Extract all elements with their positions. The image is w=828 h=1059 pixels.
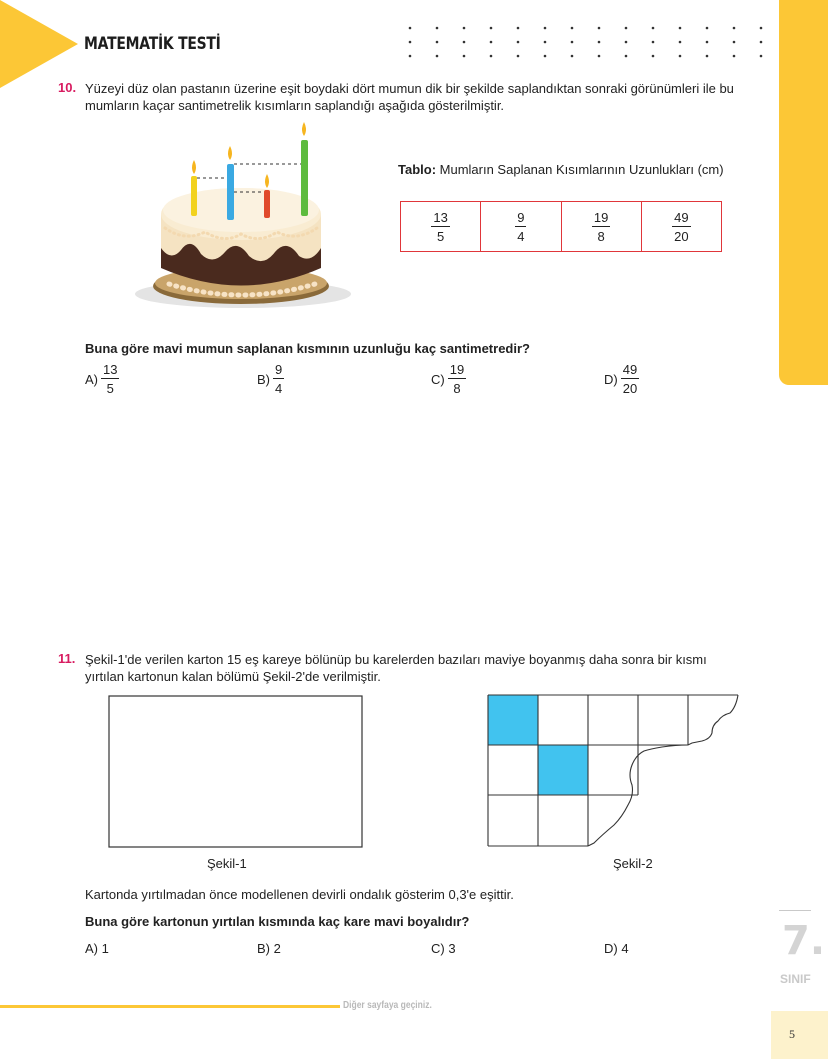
question-11-statement: Kartonda yırtılmadan önce modellenen devirli ondalık gösterim 0,3'e eşittir. (85, 887, 514, 902)
page-number: 5 (789, 1027, 795, 1041)
question-11-text-line1: Şekil-1'de verilen karton 15 eş kareye bölünüp bu karelerden bazıları maviye boyanmış daha sonra bir kısmı (85, 652, 707, 667)
option-c[interactable]: C) 3 (431, 941, 456, 956)
question-10-prompt: Buna göre mavi mumun saplanan kısmının uzunluğu kaç santimetredir? (85, 341, 530, 356)
option-label: B) (257, 371, 270, 387)
table-cell (642, 202, 721, 251)
table-title (398, 161, 724, 178)
option-label: D) (604, 371, 618, 387)
question-10-number: 10. (58, 80, 77, 95)
page-number-box (771, 1011, 828, 1059)
fraction-numerator: 49 (622, 362, 638, 377)
question-10-text (85, 80, 775, 114)
fraction-denominator: 5 (106, 381, 114, 396)
fraction-numerator: 49 (674, 209, 689, 225)
fraction (672, 210, 690, 244)
fraction-denominator: 20 (674, 228, 689, 244)
option-d[interactable] (604, 362, 639, 396)
header-triangle-decoration (0, 0, 78, 88)
figure-2-caption: Şekil-2 (613, 856, 653, 871)
option-label: A) (85, 371, 98, 387)
fraction (592, 210, 610, 244)
table-title-text: Mumların Saplanan Kısımlarının Uzunlukları (cm) (436, 162, 724, 177)
fraction-numerator: 19 (593, 209, 609, 225)
fraction-denominator: 4 (517, 228, 525, 244)
table-title-label: Tablo: (398, 162, 437, 177)
grade-divider (779, 910, 811, 911)
table-cell (481, 202, 561, 251)
next-page-note: Diğer sayfaya geçiniz. (343, 1000, 432, 1011)
dot-pattern-decoration (405, 24, 775, 60)
fraction-denominator: 4 (275, 381, 283, 396)
option-label: C) (431, 371, 445, 387)
fraction-numerator: 13 (433, 209, 448, 225)
fraction (101, 362, 119, 396)
fraction (621, 362, 639, 396)
question-11-number: 11. (58, 651, 76, 666)
candle-lengths-table (400, 201, 722, 252)
grade-label: SINIF (780, 972, 811, 986)
question-10-text-line2: mumların kaçar santimetrelik kısımların saplandığı aşağıda gösterilmiştir. (85, 98, 505, 113)
option-b[interactable] (257, 362, 284, 396)
fraction-denominator: 5 (437, 228, 445, 244)
fraction-numerator: 9 (517, 209, 525, 225)
figure-2-torn-grid (486, 693, 742, 849)
figure-1-caption: Şekil-1 (207, 856, 247, 871)
cake-with-candles-illustration (125, 118, 365, 318)
option-b[interactable]: B) 2 (257, 941, 281, 956)
question-11-prompt: Buna göre kartonun yırtılan kısmında kaç kare mavi boyalıdır? (85, 914, 470, 929)
fraction-numerator: 9 (275, 362, 283, 377)
right-accent-bar (779, 0, 828, 385)
fraction-numerator: 19 (449, 362, 465, 377)
table-cell (401, 202, 481, 251)
grade-number: 7. (782, 918, 826, 964)
question-11-text (85, 651, 775, 685)
fraction (448, 362, 466, 396)
footer-line (0, 1005, 340, 1008)
question-10-text-line1: Yüzeyi düz olan pastanın üzerine eşit boydaki dört mumun dik bir şekilde saplandıktan sonraki görünümleri ile bu (85, 81, 734, 96)
fraction-denominator: 8 (453, 381, 461, 396)
fraction (515, 210, 526, 244)
page-title: MATEMATİK TESTİ (84, 34, 221, 54)
question-11-text-line2: yırtılan kartonun kalan bölümü Şekil-2'de verilmiştir. (85, 669, 381, 684)
fraction (273, 362, 284, 396)
option-a[interactable] (85, 362, 119, 396)
table-cell (562, 202, 642, 251)
option-a[interactable]: A) 1 (85, 941, 109, 956)
fraction-denominator: 8 (597, 228, 605, 244)
fraction-numerator: 13 (103, 362, 118, 377)
option-d[interactable]: D) 4 (604, 941, 629, 956)
option-c[interactable] (431, 362, 466, 396)
fraction-denominator: 20 (622, 381, 638, 396)
figure-1-rectangle (108, 695, 364, 849)
fraction (431, 210, 449, 244)
